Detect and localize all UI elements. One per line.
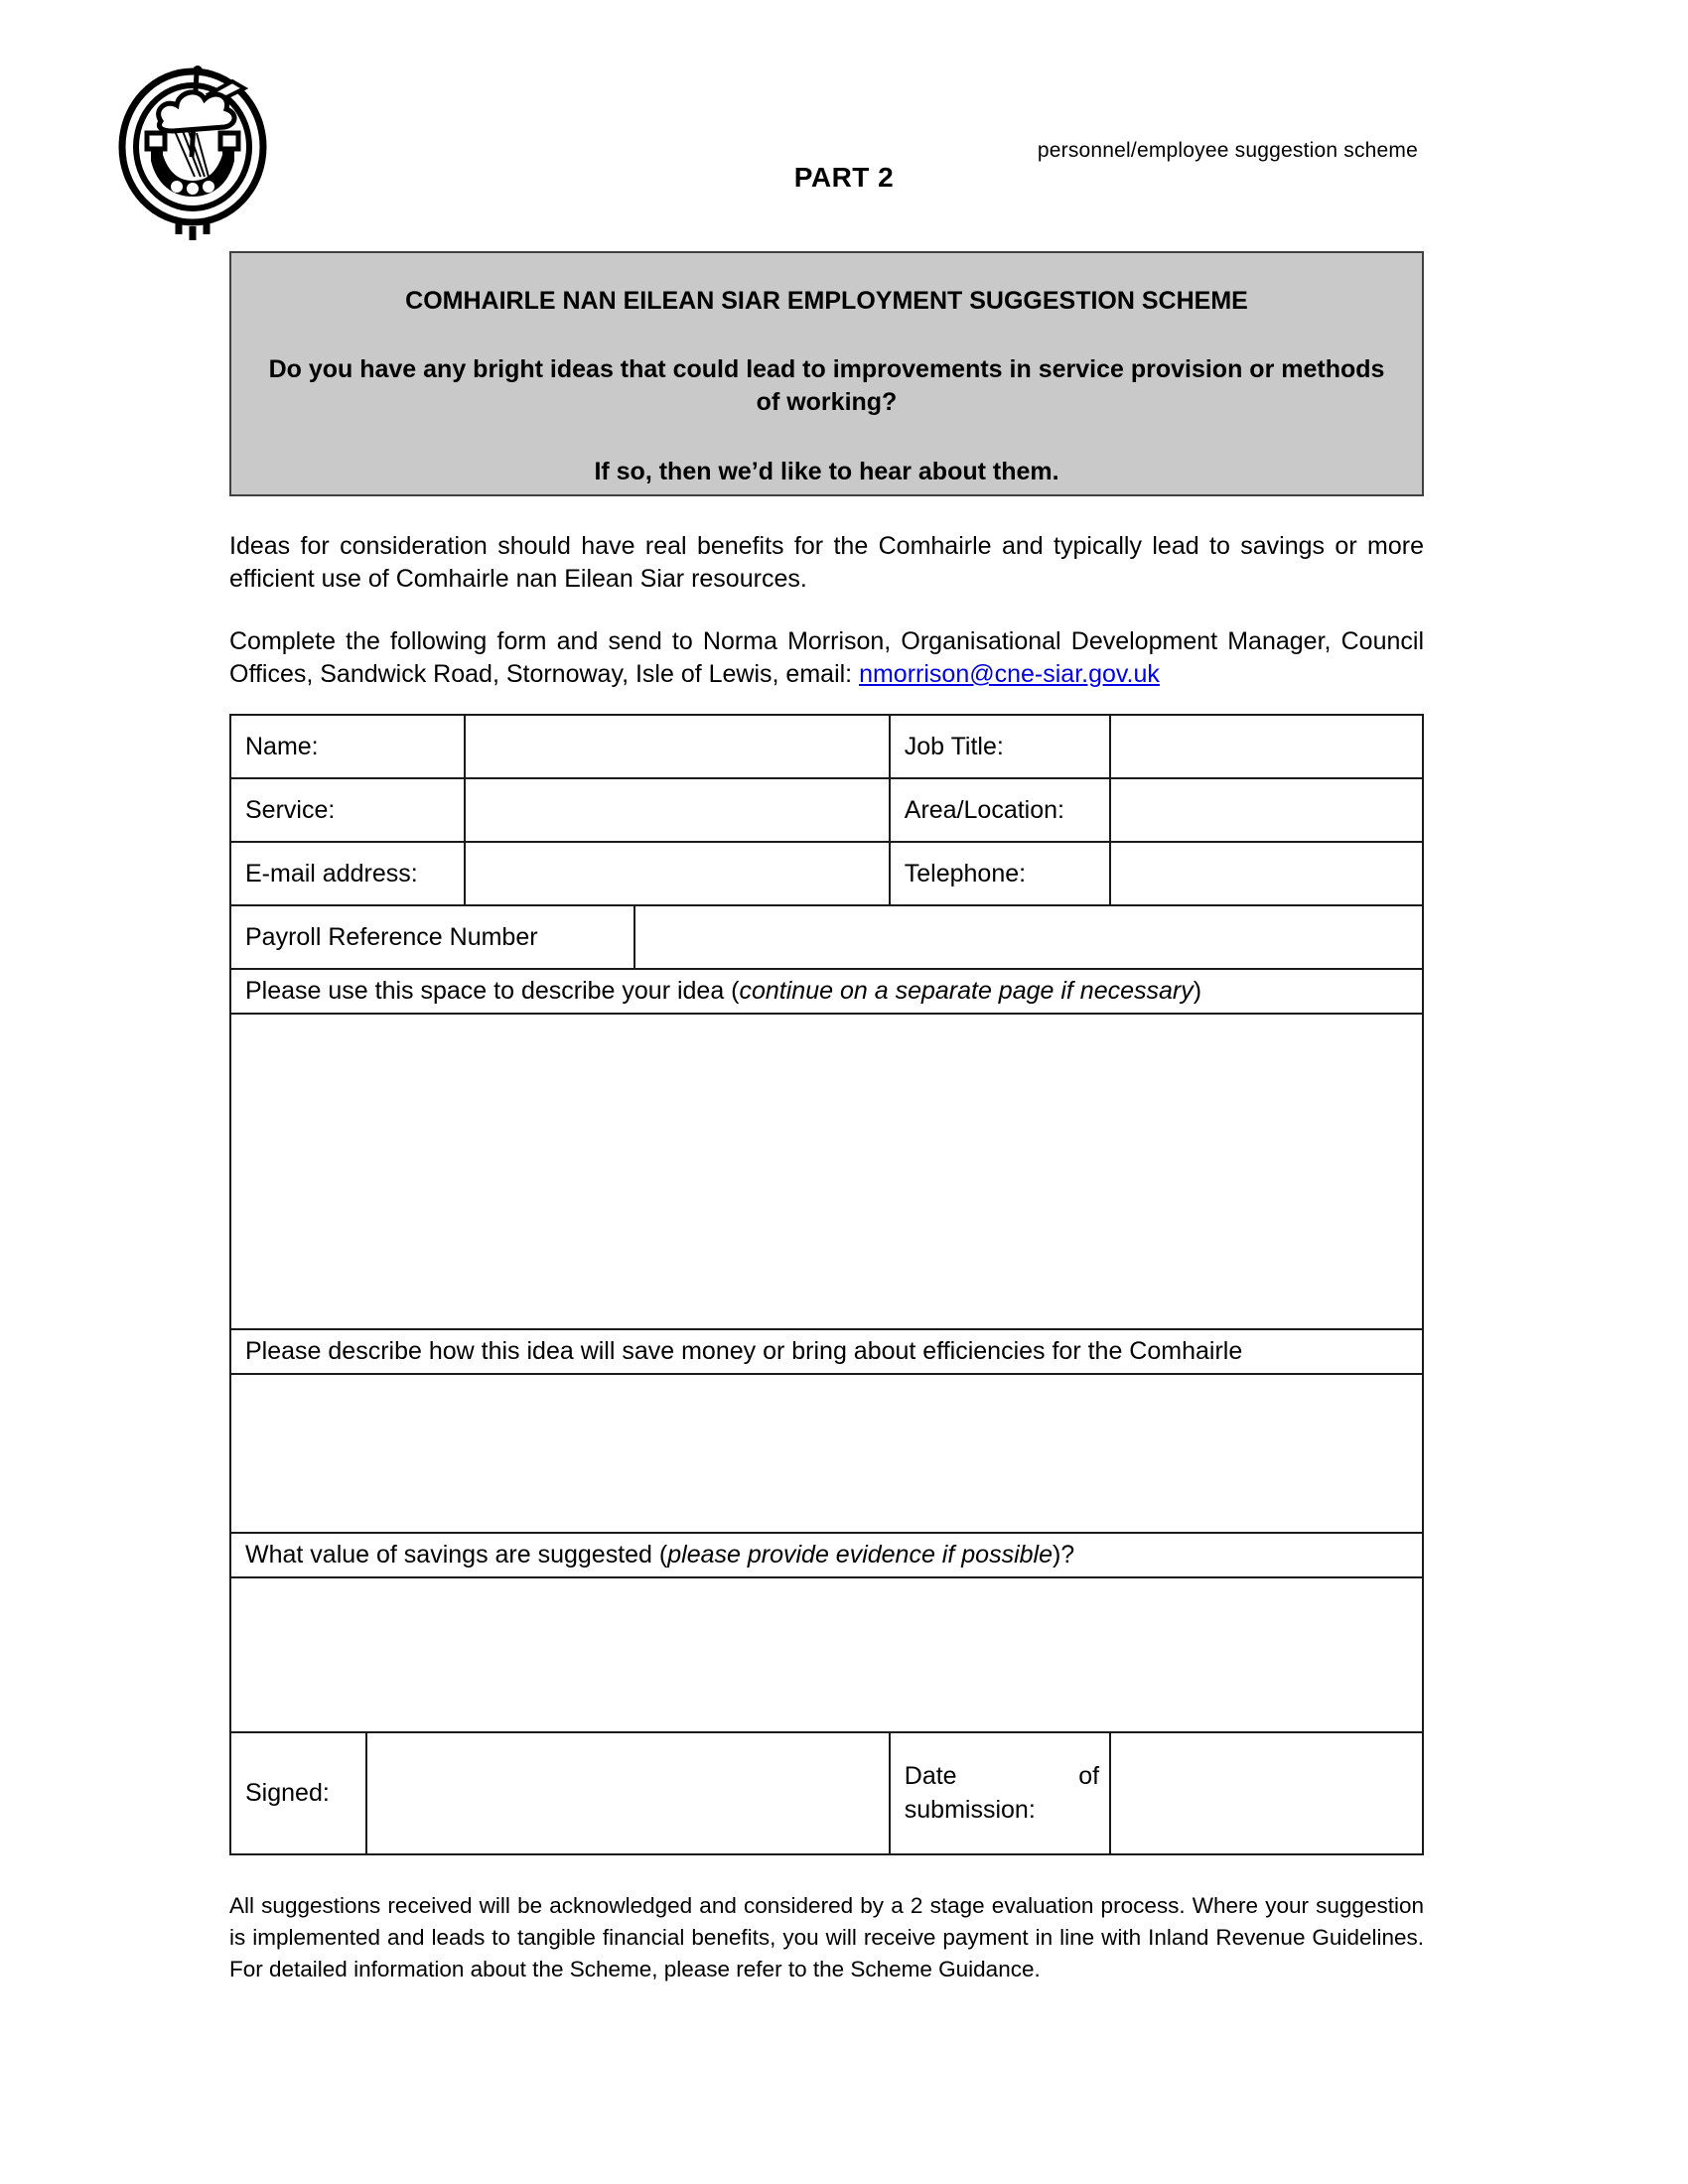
name-field[interactable] [466,716,891,777]
job-title-label: Job Title: [891,716,1111,777]
submission-instructions-text: Complete the following form and send to Norma Morrison, Organisational Development Manager, Council Offices, Sandwick Road, Stornoway, Isle of Lewis, email: [229,627,1424,688]
telephone-field[interactable] [1111,843,1422,904]
table-row [231,1375,1422,1534]
idea-prompt-suffix: ) [1193,977,1202,1005]
table-row [231,1015,1422,1330]
suggestion-form-table [229,714,1424,1855]
signed-label: Signed: [231,1733,367,1853]
service-field[interactable] [466,779,891,841]
date-of-submission-label [891,1733,1111,1853]
signed-field[interactable] [367,1733,891,1853]
date-of-submission-field[interactable] [1111,1733,1422,1853]
table-row [231,1534,1422,1578]
part-2-heading: PART 2 [793,162,895,193]
scheme-question: Do you have any bright ideas that could lead to improvements in service provision or methods of working? [268,355,1385,416]
savings-value-prompt [231,1534,1422,1576]
idea-prompt-italic: continue on a separate page if necessary [739,977,1194,1005]
area-location-label: Area/Location: [891,779,1111,841]
of-word: of [1078,1761,1100,1790]
table-row [231,1578,1422,1733]
scheme-callout: If so, then we’d like to hear about them. [594,458,1059,485]
footer-note: All suggestions received will be acknowledged and considered by a 2 stage evaluation process. Where your suggestion is implemented and leads to tangible financial benefits, you will receive payment in line with Inland Revenue Guidelines. For detailed information about the Scheme, please refer to the Scheme Guidance. [229,1893,1424,1981]
payroll-reference-field[interactable] [635,906,1422,968]
email-field[interactable] [466,843,891,904]
submission-word: submission: [904,1795,1036,1824]
telephone-label: Telephone: [891,843,1111,904]
payroll-reference-label: Payroll Reference Number [231,906,635,968]
value-prompt-suffix: )? [1052,1541,1075,1569]
savings-prompt: Please describe how this idea will save money or bring about efficiencies for the Comhairle [245,1337,1243,1365]
date-of-submission-label-text [905,1760,1099,1828]
table-row [231,906,1422,970]
corner-note: personnel/employee suggestion scheme [1037,139,1418,162]
date-word: Date [904,1761,957,1790]
area-location-field[interactable] [1111,779,1422,841]
service-label: Service: [231,779,466,841]
name-label: Name: [231,716,466,777]
value-prompt-italic: please provide evidence if possible [667,1541,1053,1569]
table-row [231,716,1422,779]
email-link[interactable]: nmorrison@cne-siar.gov.uk [859,660,1160,688]
table-row [231,843,1422,906]
email-label: E-mail address: [231,843,466,904]
table-row [231,970,1422,1015]
savings-description-field[interactable] [231,1375,1422,1532]
table-row [231,1733,1422,1853]
submission-instructions [229,625,1424,691]
idea-description-field[interactable] [231,1015,1422,1328]
table-row [231,1330,1422,1375]
scheme-header-box [229,251,1424,496]
value-prompt-prefix: What value of savings are suggested ( [245,1541,668,1569]
scheme-title: COMHAIRLE NAN EILEAN SIAR EMPLOYMENT SUGGESTION SCHEME [405,287,1248,315]
intro-paragraph: Ideas for consideration should have real benefits for the Comhairle and typically lead to savings or more efficient use of Comhairle nan Eilean Siar resources. [229,532,1424,593]
job-title-field[interactable] [1111,716,1422,777]
idea-prompt [231,970,1422,1013]
savings-value-field[interactable] [231,1578,1422,1731]
table-row [231,779,1422,843]
idea-prompt-prefix: Please use this space to describe your idea ( [245,977,740,1005]
